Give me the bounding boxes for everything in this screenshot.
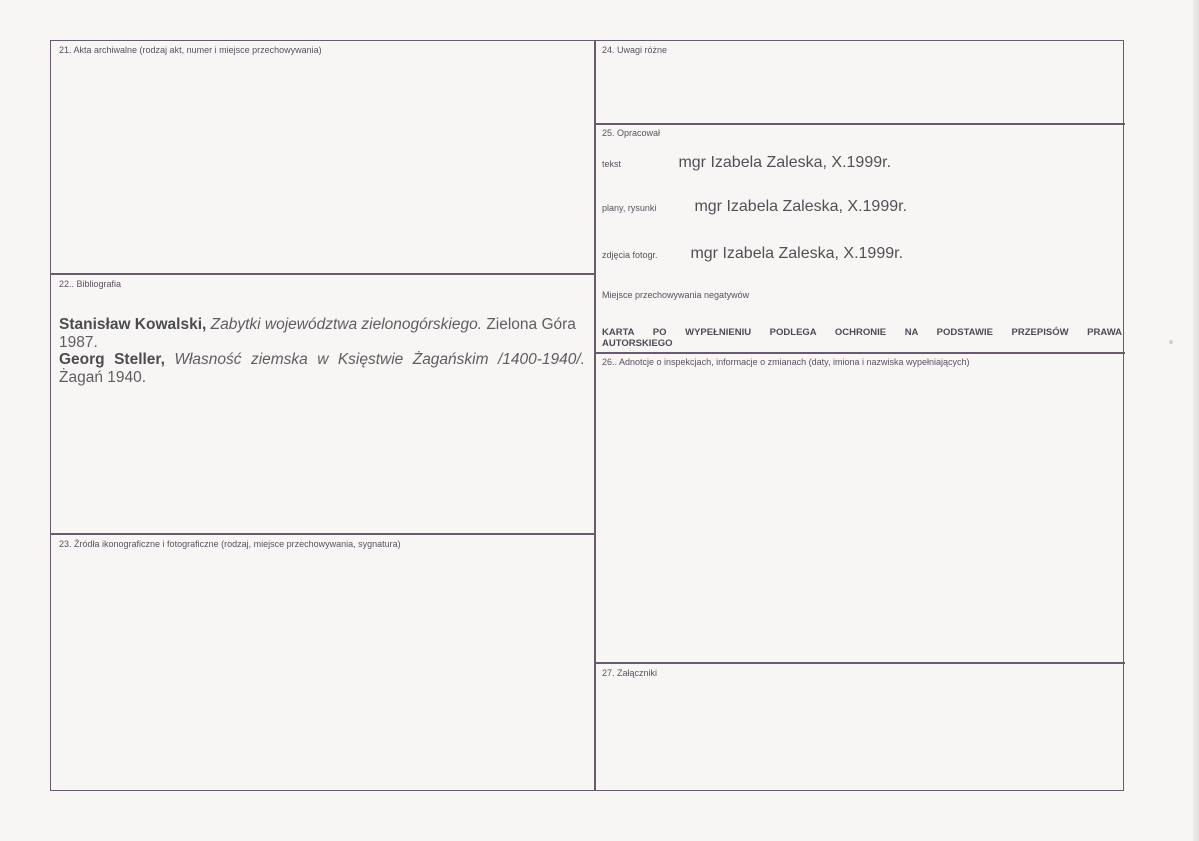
bibliography-author: Georg Steller, (59, 351, 165, 368)
prepared-drawings-row (602, 198, 907, 216)
bibliography-author: Stanisław Kowalski, (59, 316, 207, 333)
bibliography-entry (59, 351, 585, 386)
negatives-location-label: Miejsce przechowywania negatywów (602, 290, 750, 300)
section-26-label: 26.. Adnotcje o inspekcjach, informacje o zmianach (daty, imiona i nazwiska wypełniających) (602, 357, 970, 367)
divider-21-22 (51, 273, 594, 275)
prepared-by-value: mgr Izabela Zaleska, X.1999r. (694, 198, 908, 215)
prepared-by-value: mgr Izabela Zaleska, X.1999r. (678, 154, 892, 171)
divider-22-23 (51, 533, 594, 535)
bibliography-title: Własność ziemska w Księstwie Żagańskim /1400-1940/. (174, 351, 585, 368)
paper-edge-shadow (1193, 0, 1199, 841)
section-24-label: 24. Uwagi różne (602, 45, 668, 55)
section-23-label: 23. Źródła ikonograficzne i fotograficzne (rodzaj, miejsce przechowywania, sygnatura) (59, 539, 401, 549)
column-divider (594, 41, 596, 790)
bibliography-list (59, 316, 585, 386)
divider-25-26 (594, 352, 1125, 354)
bibliography-title: Zabytki województwa zielonogórskiego. (210, 316, 483, 333)
prepared-text-row (602, 154, 891, 172)
section-21-label: 21. Akta archiwalne (rodzaj akt, numer i miejsce przechowywania) (59, 45, 322, 55)
section-22-label: 22.. Bibliografia (59, 279, 122, 289)
section-25-label: 25. Opracował (602, 128, 661, 138)
bibliography-publication: Żagań 1940. (59, 368, 147, 386)
divider-26-27 (594, 662, 1125, 664)
prepared-role-label: tekst (602, 159, 622, 169)
prepared-role-label: zdjęcia fotogr. (602, 250, 658, 260)
bibliography-publication: Zielona Góra 1987. (59, 316, 576, 351)
copyright-notice-continued: AUTORSKIEGO (602, 338, 673, 349)
prepared-by-value: mgr Izabela Zaleska, X.1999r. (690, 245, 904, 262)
divider-24-25 (594, 123, 1125, 125)
copyright-notice: KARTA PO WYPEŁNIENIU PODLEGA OCHRONIE NA PODSTAWIE PRZEPISÓW PRAWA (602, 327, 1122, 338)
prepared-photos-row (602, 245, 903, 263)
paper-mark (1169, 340, 1173, 344)
prepared-role-label: plany, rysunki (602, 203, 657, 213)
record-card-form (50, 40, 1124, 791)
section-27-label: 27. Załączniki (602, 668, 658, 678)
bibliography-entry (59, 316, 585, 351)
